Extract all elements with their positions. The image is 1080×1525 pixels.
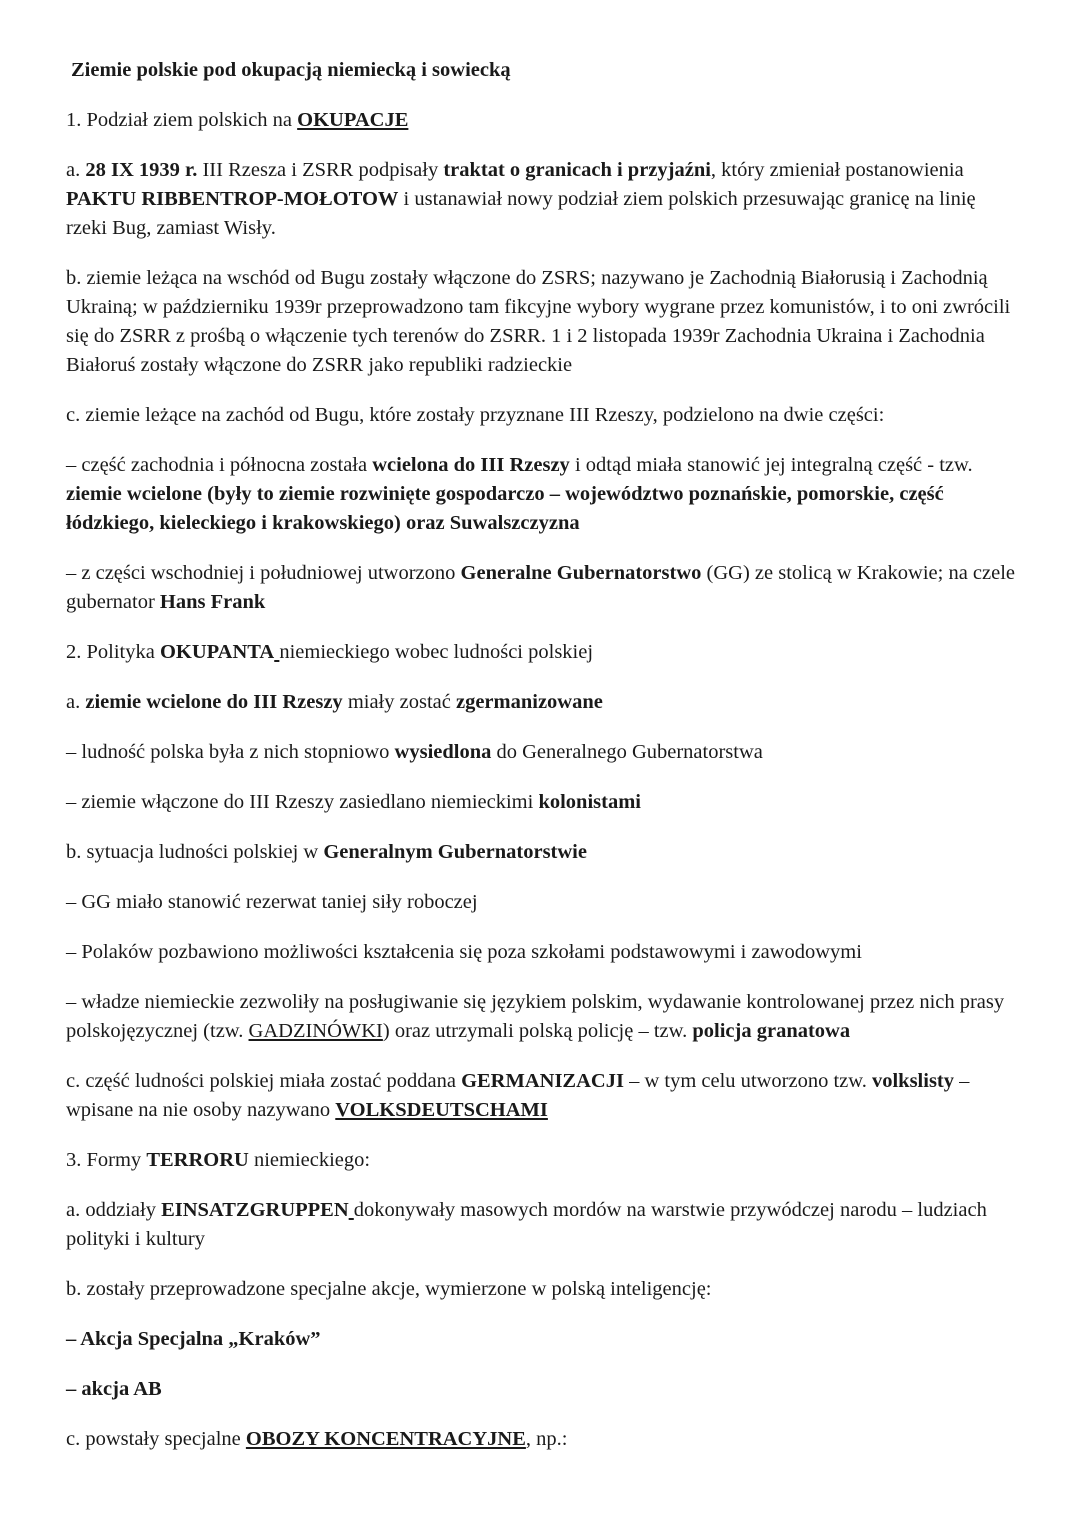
section-1-point-a: a. 28 IX 1939 r. III Rzesza i ZSRR podpisały traktat o granicach i przyjaźni, który zmieniał postanowienia PAKTU RIBBENTROP-MOŁOTOW i ustanawiał nowy podział ziem polskich przesuwając granicę na linię rzeki Bug, zamiast Wisły. xyxy=(66,159,976,239)
section-2-point-b-item-1: – GG miało stanowić rezerwat taniej siły roboczej xyxy=(66,891,478,913)
section-3-point-b-item-1: – Akcja Specjalna „Kraków” xyxy=(66,1328,321,1350)
section-3-point-a: a. oddziały EINSATZGRUPPEN dokonywały masowych mordów na warstwie przywódczej narodu – ludziach polityki i kultury xyxy=(66,1199,987,1250)
document-page xyxy=(66,56,1016,1454)
section-2-point-a: a. ziemie wcielone do III Rzeszy miały zostać zgermanizowane xyxy=(66,691,603,713)
section-2-point-b-item-3: – władze niemieckie zezwoliły na posługiwanie się językiem polskim, wydawanie kontrolowanej przez nich prasy polskojęzycznej (tzw. GADZINÓWKI) oraz utrzymali polską policję – tzw. policja granatowa xyxy=(66,991,1005,1042)
document-title: Ziemie polskie pod okupacją niemiecką i sowiecką xyxy=(71,59,511,81)
section-2-point-b-item-2: – Polaków pozbawiono możliwości kształcenia się poza szkołami podstawowymi i zawodowymi xyxy=(66,941,862,963)
section-1-point-b: b. ziemie leżąca na wschód od Bugu zostały włączone do ZSRS; nazywano je Zachodnią Białorusią i Zachodnią Ukrainą; w październiku 1939r przeprowadzono tam fikcyjne wybory wygrane przez komunistów, i to oni zwrócili się do ZSRR z prośbą o włączenie tych terenów do ZSRR. 1 i 2 listopada 1939r Zachodnia Ukraina i Zachodnia Białoruś zostały włączone do ZSRR jako republiki radzieckie xyxy=(66,267,1011,376)
section-3-heading: 3. Formy TERRORU niemieckiego: xyxy=(66,1149,371,1171)
section-3-point-b-item-2: – akcja AB xyxy=(66,1378,162,1400)
section-2-heading: 2. Polityka OKUPANTA niemieckiego wobec ludności polskiej xyxy=(66,641,594,663)
section-1-point-c: c. ziemie leżące na zachód od Bugu, które zostały przyznane III Rzeszy, podzielono na dwie części: xyxy=(66,404,885,426)
section-2-point-c: c. część ludności polskiej miała zostać poddana GERMANIZACJI – w tym celu utworzono tzw. volkslisty – wpisane na nie osoby nazywano VOLKSDEUTSCHAMI xyxy=(66,1070,970,1121)
section-1-point-c-item-1: – część zachodnia i północna została wcielona do III Rzeszy i odtąd miała stanowić jej integralną część - tzw. ziemie wcielone (były to ziemie rozwinięte gospodarczo – województwo poznańskie, pomorskie, część łódzkiego, kieleckiego i krakowskiego) oraz Suwalszczyzna xyxy=(66,454,973,534)
section-2-point-a-item-2: – ziemie włączone do III Rzeszy zasiedlano niemieckimi kolonistami xyxy=(66,791,641,813)
section-3-point-c: c. powstały specjalne OBOZY KONCENTRACYJNE, np.: xyxy=(66,1428,568,1450)
section-1-point-c-item-2: – z części wschodniej i południowej utworzono Generalne Gubernatorstwo (GG) ze stolicą w Krakowie; na czele gubernator Hans Frank xyxy=(66,562,1016,613)
section-1-heading: 1. Podział ziem polskich na OKUPACJE xyxy=(66,109,409,131)
section-3-point-b: b. zostały przeprowadzone specjalne akcje, wymierzone w polską inteligencję: xyxy=(66,1278,712,1300)
section-2-point-a-item-1: – ludność polska była z nich stopniowo wysiedlona do Generalnego Gubernatorstwa xyxy=(66,741,763,763)
section-2-point-b: b. sytuacja ludności polskiej w Generalnym Gubernatorstwie xyxy=(66,841,587,863)
